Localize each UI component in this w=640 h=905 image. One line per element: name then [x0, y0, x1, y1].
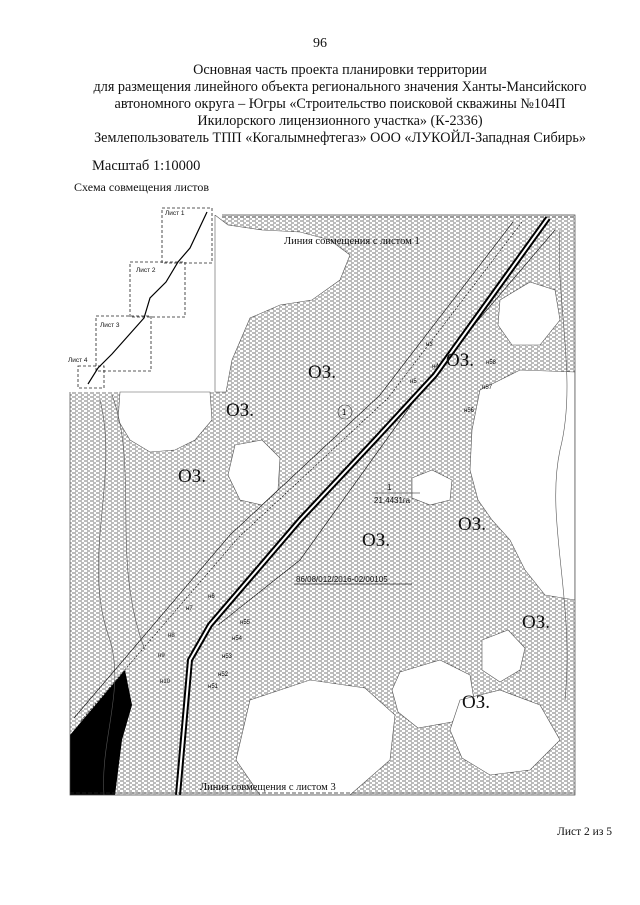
point-label: н8: [168, 633, 175, 639]
point-label: н56: [464, 408, 474, 414]
scheme-title: Схема совмещения листов: [74, 180, 209, 194]
map-scale: Масштаб 1:10000: [92, 158, 201, 174]
point-label: н7: [186, 606, 193, 612]
point-label: н6: [208, 594, 215, 600]
point-label: н4: [432, 364, 439, 370]
point-label: н53: [222, 654, 232, 660]
sheet-scheme: [68, 208, 212, 388]
header-line-2: для размещения линейного объекта регионального значения Ханты-Мансийского: [93, 79, 587, 95]
scheme-route-line: [88, 212, 207, 384]
lake-label-3: ОЗ.: [226, 400, 254, 421]
sheet-label-2: Лист 2: [136, 267, 156, 274]
point-label: н52: [218, 672, 228, 678]
point-label: н55: [240, 620, 250, 626]
match-line-top-label: Линия совмещения с листом 1: [284, 236, 420, 247]
lake-label-8: ОЗ.: [462, 692, 490, 713]
header-line-3: автономного округа – Югры «Строительство поисковой скважины №104П: [114, 96, 566, 112]
point-label: н9: [158, 653, 165, 659]
lake-label-7: ОЗ.: [522, 612, 550, 633]
match-line-bottom-label: Линия совмещения с листом 3: [200, 782, 336, 793]
sheet-label-4: Лист 4: [68, 357, 88, 364]
parcel-circle-number: 1: [342, 408, 347, 417]
point-label: н5: [410, 379, 417, 385]
sheet-label-3: Лист 3: [100, 322, 120, 329]
lake-label-2: ОЗ.: [446, 350, 474, 371]
sheet-label-1: Лист 1: [165, 210, 185, 217]
sheet-footer: Лист 2 из 5: [557, 826, 612, 838]
point-label: н54: [232, 636, 242, 642]
header-line-5: Землепользователь ТПП «Когалымнефтегаз» ООО «ЛУКОЙЛ-Западная Сибирь»: [94, 130, 586, 146]
header-line-1: Основная часть проекта планировки территории: [193, 62, 487, 78]
point-label: н57: [482, 385, 492, 391]
point-label: н10: [160, 679, 170, 685]
lake-label-1: ОЗ.: [308, 362, 336, 383]
lake-label-5: ОЗ.: [362, 530, 390, 551]
cadastral-number: 86/08/012/2016-02/00105: [296, 575, 388, 584]
parcel-area: 21,4431га: [374, 496, 411, 505]
point-label: н3: [426, 342, 433, 348]
header-line-4: Икилорского лицензионного участка» (К-2336): [197, 113, 483, 129]
lake-label-6: ОЗ.: [458, 514, 486, 535]
page-number: 96: [313, 36, 327, 51]
parcel-number: 1: [387, 483, 392, 492]
point-label: н51: [208, 684, 218, 690]
point-label: н58: [486, 360, 496, 366]
map-body: [70, 215, 575, 795]
lake-label-4: ОЗ.: [178, 466, 206, 487]
sheet-frame-4: [78, 366, 104, 388]
